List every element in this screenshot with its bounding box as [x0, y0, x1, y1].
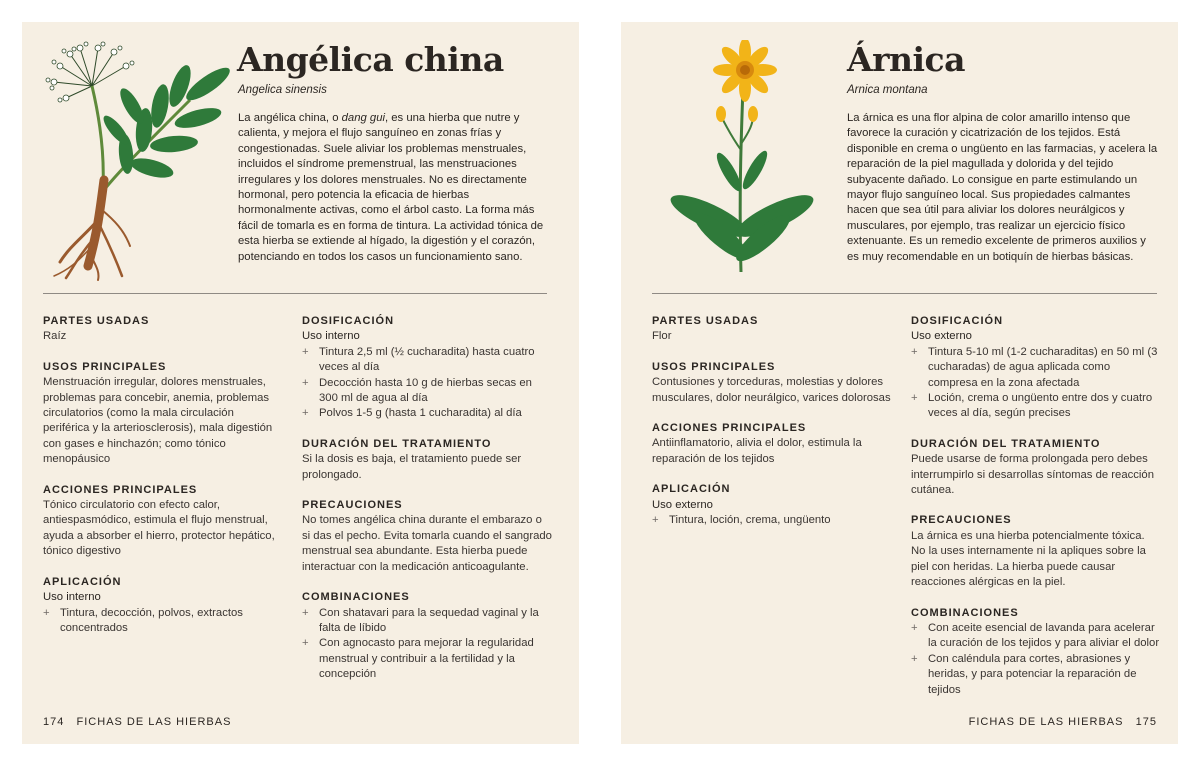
section-heading: DOSIFICACIÓN: [911, 315, 1004, 327]
bullet-list: [43, 606, 283, 637]
section-text: Puede usarse de forma prolongada pero debes interrumpirlo si desarrollas síntomas de reacción cutánea.: [911, 453, 1154, 497]
latin-name: Arnica montana: [847, 84, 928, 96]
right-page: [621, 22, 1178, 744]
list-item: + Polvos 1-5 g (hasta 1 cucharadita) al día: [302, 406, 552, 421]
bullet-list: [911, 621, 1161, 698]
section-heading: USOS PRINCIPALES: [652, 360, 776, 373]
section-text: No tomes angélica china durante el embarazo o si das el pecho. Evita tomarla cuando el sangrado menstrual sea abundante. Esta hierba puede interactuar con la medicación anticoagulante.: [302, 514, 552, 573]
section-subheading: Uso externo: [652, 498, 713, 511]
section-heading: COMBINACIONES: [911, 606, 1019, 619]
info-column-2: [302, 314, 552, 698]
list-item: + Tintura, loción, crema, ungüento: [652, 513, 892, 528]
section-heading: COMBINACIONES: [302, 591, 410, 604]
page-footer: [969, 716, 1157, 728]
list-item: + Loción, crema o ungüento entre dos y cuatro veces al día, según precises: [911, 391, 1161, 422]
list-item: + Tintura 5-10 ml (1-2 cucharaditas) en 50 ml (3 cucharadas) de agua aplicada como compresa en la zona afectada: [911, 345, 1161, 391]
section-heading: PRECAUCIONES: [911, 514, 1012, 527]
section-heading: ACCIONES PRINCIPALES: [43, 483, 198, 496]
bullet-list: [911, 345, 1161, 422]
info-column-1: [652, 314, 892, 543]
section-text: Flor: [652, 330, 672, 343]
section-heading: DURACIÓN DEL TRATAMIENTO: [302, 437, 492, 450]
section-text: Menstruación irregular, dolores menstruales, problemas para concebir, anemia, problemas circulatorios (como la mala circulación periférica y la arteriosclerosis), mala digestión con gases e hinchazón; como tónico menopáusico: [43, 376, 273, 466]
section-subheading: Uso interno: [302, 330, 360, 343]
left-page: [22, 22, 579, 744]
list-item: + Decocción hasta 10 g de hierbas secas en 300 ml de agua al día: [302, 376, 552, 407]
section-heading: PARTES USADAS: [652, 315, 759, 327]
section-heading: USOS PRINCIPALES: [43, 360, 167, 373]
angelica-illustration: [40, 40, 230, 282]
page-footer: [43, 716, 231, 728]
section-divider: [43, 293, 547, 294]
section-subheading: Uso interno: [43, 591, 101, 604]
list-item: + Con shatavari para la sequedad vaginal y la falta de líbido: [302, 606, 552, 637]
herb-title: Angélica china: [237, 40, 504, 79]
intro-paragraph: La angélica china, o dang gui, es una hierba que nutre y calienta, y mejora el flujo sanguíneo en zonas frías y congestionadas. Suele aliviar los problemas menstruales, incluidos el síndrome premenstrual, las menstruaciones irregulares y los dolores menstruales. No es directamente hormonal, pero potencia la eficacia de hierbas hormonalmente activas, como el árbol casto. La forma más fácil de tomarla es en forma de tintura. La actividad tónica de esta hierba se extiende al hígado, la digestión y el corazón, potenciando en todos los casos un funcionamiento sano.: [238, 112, 544, 263]
arnica-illustration: [665, 40, 815, 276]
section-subheading: Uso externo: [911, 330, 972, 343]
section-heading: ACCIONES PRINCIPALES: [652, 422, 807, 435]
section-heading: DURACIÓN DEL TRATAMIENTO: [911, 437, 1101, 450]
info-column-1: [43, 314, 283, 651]
list-item: + Con aceite esencial de lavanda para acelerar la curación de los tejidos y para aliviar el dolor: [911, 621, 1161, 652]
info-column-2: [911, 314, 1161, 713]
section-divider: [652, 293, 1157, 294]
section-heading: PARTES USADAS: [43, 315, 150, 327]
list-item: + Con agnocasto para mejorar la regularidad menstrual y contribuir a la fertilidad y la concepción: [302, 636, 552, 682]
intro-paragraph: La árnica es una flor alpina de color amarillo intenso que favorece la curación y cicatrización de los tejidos. Está disponible en crema o ungüento en las farmacias, y acelera la reparación de la piel magullada y dolorida y del tejido subyacente dañado. Lo consigue en parte estimulando un mayor flujo sanguíneo local. Sus propiedades calmantes hacen que sea útil para aliviar los dolores neurálgicos y musculares, por ejemplo, tras realizar un ejercicio físico extenuante. Es un remedio excelente de primeros auxilios y es muy recomendable en un botiquín de hierbas básicas.: [847, 112, 1158, 263]
page-number: 174: [43, 716, 65, 728]
section-text: Raíz: [43, 330, 67, 343]
section-heading: APLICACIÓN: [652, 483, 731, 496]
section-label: FICHAS DE LAS HIERBAS: [76, 716, 232, 728]
section-text: Si la dosis es baja, el tratamiento puede ser prolongado.: [302, 453, 522, 481]
bullet-list: [652, 513, 892, 528]
section-heading: PRECAUCIONES: [302, 499, 403, 512]
herb-title: Árnica: [847, 40, 965, 79]
bullet-list: [302, 606, 552, 683]
page-number: 175: [1135, 716, 1157, 728]
list-item: + Con caléndula para cortes, abrasiones y heridas, y para potenciar la reparación de tejidos: [911, 652, 1161, 698]
list-item: + Tintura 2,5 ml (½ cucharadita) hasta cuatro veces al día: [302, 345, 552, 376]
latin-name: Angelica sinensis: [238, 84, 327, 96]
section-text: La árnica es una hierba potencialmente tóxica. No la uses internamente ni la apliques sobre la piel con heridas. La hierba puede causar reacciones alérgicas en la piel.: [911, 529, 1146, 589]
bullet-list: [302, 345, 552, 422]
section-text: Tónico circulatorio con efecto calor, antiespasmódico, estimula el flujo menstrual, ayuda a absorber el hierro, protector hepático, tónico digestivo: [43, 499, 275, 558]
section-heading: DOSIFICACIÓN: [302, 315, 395, 327]
section-heading: APLICACIÓN: [43, 575, 122, 588]
section-label: FICHAS DE LAS HIERBAS: [968, 716, 1124, 728]
section-text: Contusiones y torceduras, molestias y dolores musculares, dolor neurálgico, varices dolorosas: [652, 376, 891, 404]
list-item: + Tintura, decocción, polvos, extractos concentrados: [43, 606, 283, 637]
section-text: Antiinflamatorio, alivia el dolor, estimula la reparación de los tejidos: [652, 437, 862, 465]
